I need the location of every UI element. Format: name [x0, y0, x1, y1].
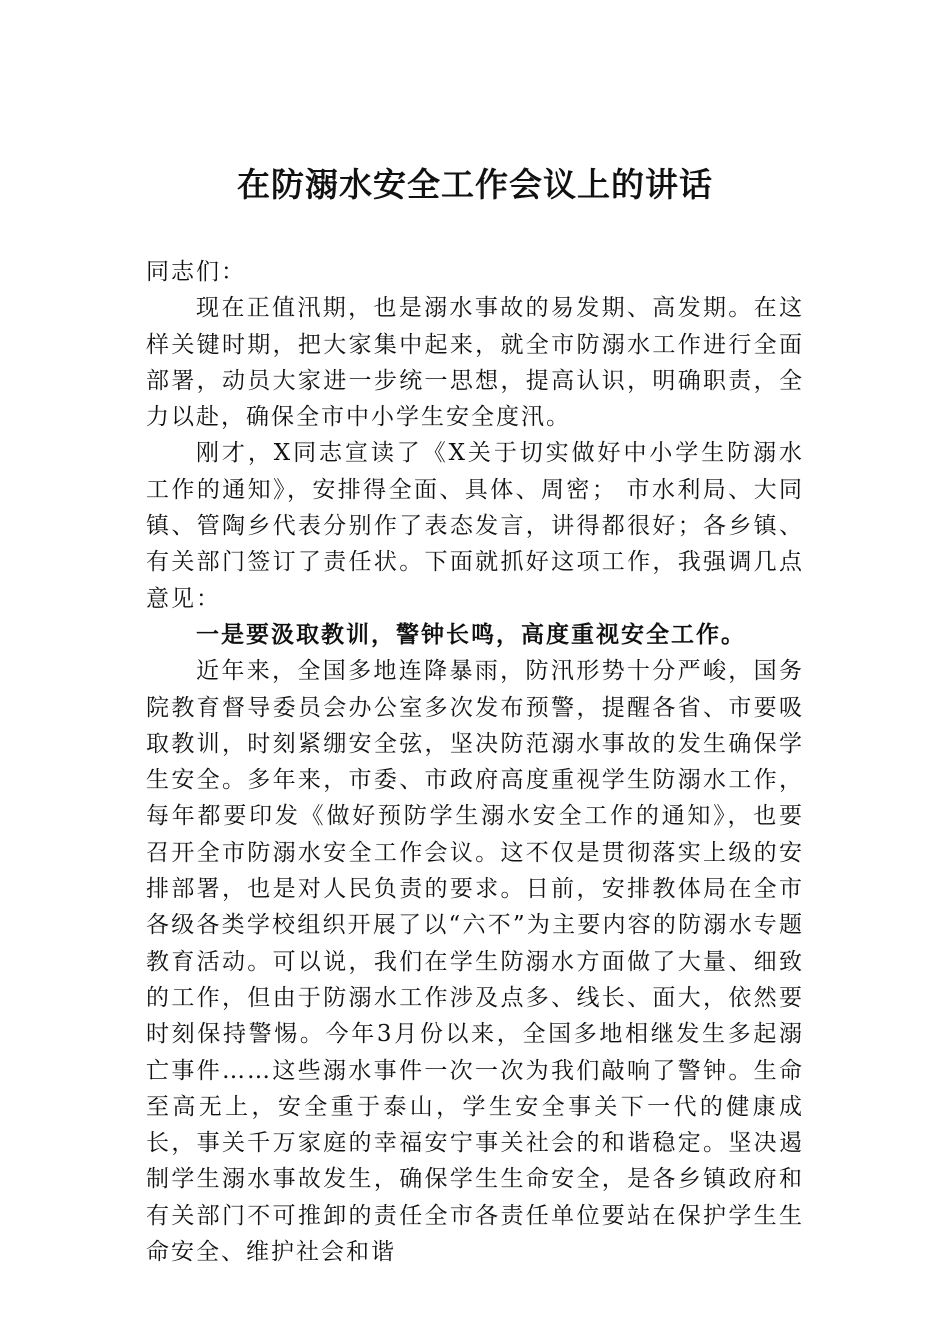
section-heading-1: 一是要汲取教训，警钟长鸣，高度重视安全工作。	[196, 620, 746, 648]
paragraph-section-1: 近年来，全国多地连降暴雨，防汛形势十分严峻，国务院教育督导委员会办公室多次发布预警，提醒各省、市要吸取教训，时刻紧绷安全弦，坚决防范溺水事故的发生确保学生安全。多年来，市委、市政府高度重视学生防溺水工作，每年都要印发《做好预防学生溺水安全工作的通知》，也要召开全市防溺水安全工作会议。这不仅是贯彻落实上级的安排部署，也是对人民负责的要求。日前，安排教体局在全市各级各类学校组织开展了以“六不”为主要内容的防溺水专题教育活动。可以说，我们在学生防溺水方面做了大量、细致的工作，但由于防溺水工作涉及点多、线长、面大，依然要时刻保持警惕。今年3月份以来，全国多地相继发生多起溺亡事件……这些溺水事件一次一次为我们敲响了警钟。生命至高无上，安全重于泰山，学生安全事关下一代的健康成长，事关千万家庭的幸福安宁事关社会的和谐稳定。坚决遏制学生溺水事故发生，确保学生生命安全，是各乡镇政府和有关部门不可推卸的责任全市各责任单位要站在保护学生生命安全、维护社会和谐	[146, 658, 804, 1266]
greeting: 同志们：	[146, 259, 246, 285]
document-body	[146, 254, 804, 1270]
document-title: 在防溺水安全工作会议上的讲话	[237, 165, 713, 204]
paragraph-intro: 现在正值汛期，也是溺水事故的易发期、高发期。在这样关键时期，把大家集中起来，就全市防溺水工作进行全面部署，动员大家进一步统一思想，提高认识，明确职责，全力以赴，确保全市中小学生安全度汛。	[146, 295, 804, 431]
paragraph-summary: 刚才，X同志宣读了《X关于切实做好中小学生防溺水工作的通知》，安排得全面、具体、周密； 市水利局、大同镇、管陶乡代表分别作了表态发言，讲得都很好；各乡镇、有关部门签订了责任状。下面就抓好这项工作，我强调几点意见：	[146, 440, 804, 612]
